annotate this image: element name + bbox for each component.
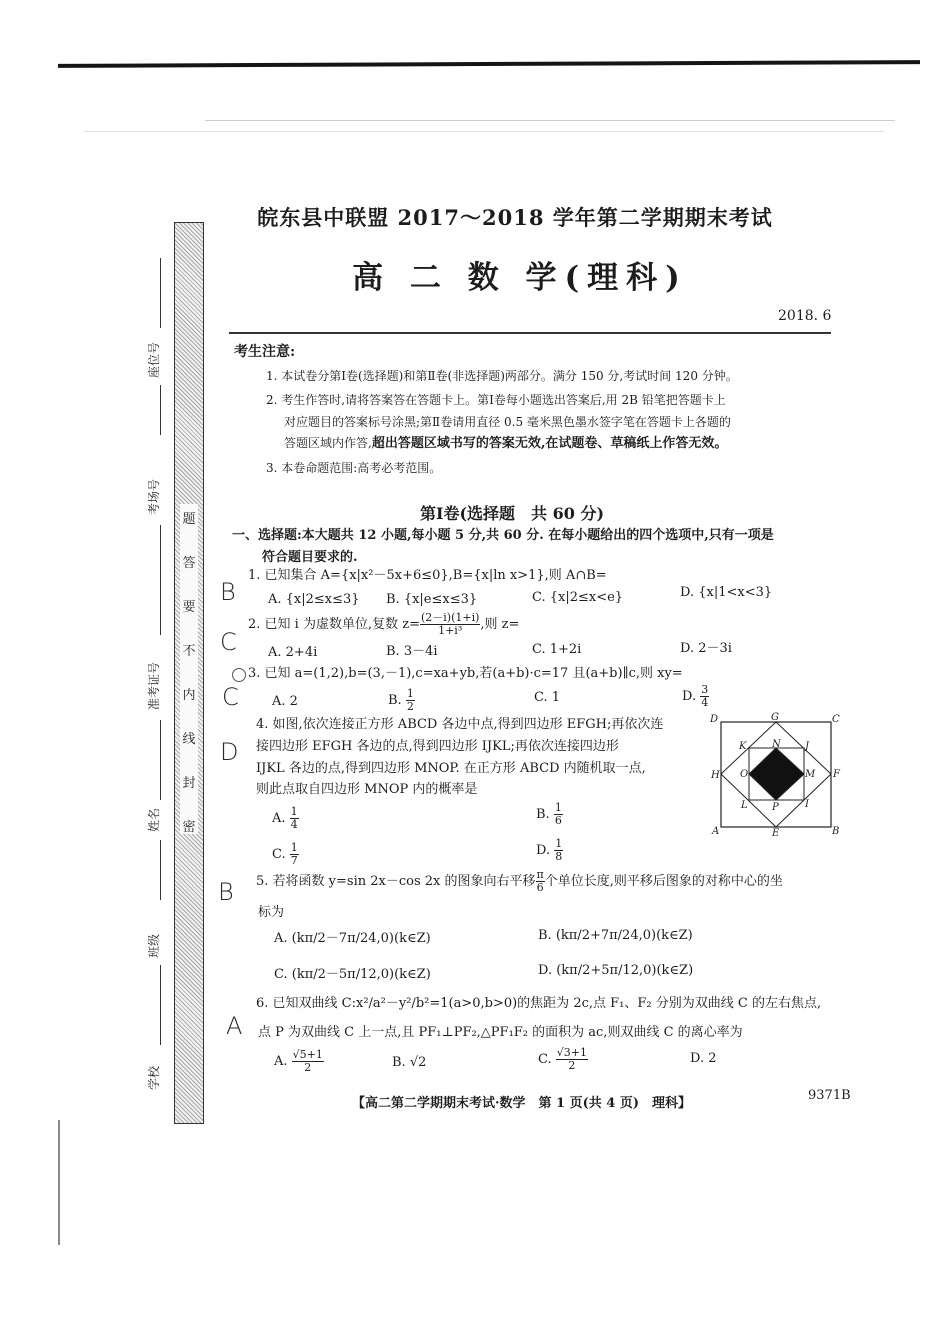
question-1: 1. 已知集合 A={x|x²－5x+6≤0},B={x|ln x>1},则 A∩B= — [248, 568, 607, 583]
paper-code: 9371B — [808, 1088, 851, 1103]
option-c: C. 1+2i — [532, 642, 582, 657]
option-a: A. $\frac{√5+1}{2}$ — [274, 1048, 323, 1074]
handwritten-answer: B — [218, 878, 234, 906]
figure-label: J — [805, 741, 810, 752]
question-4: 4. 如图,依次连接正方形 ABCD 各边中点,得到四边形 EFGH;再依次连 — [256, 717, 664, 732]
option-d: D. $\frac{1}{8}$ — [536, 837, 563, 863]
option-c: C. $\frac{1}{7}$ — [272, 841, 298, 867]
name-label: 姓名 — [147, 807, 161, 832]
handwritten-answer: B — [220, 578, 236, 606]
nested-squares-figure — [706, 710, 846, 840]
option-d: D. 2 — [690, 1051, 717, 1066]
option-d: D. {x|1<x<3} — [680, 585, 773, 600]
figure-label: A — [712, 826, 720, 837]
option-a: A. 2+4i — [268, 645, 318, 660]
figure-label: L — [741, 800, 748, 811]
question-4: IJKL 各边的点,得到四边形 MNOP. 在正方形 ABCD 内随机取一点, — [256, 761, 646, 776]
page-footer: 【高二第二学期期末考试·数学 第 1 页(共 4 页) 理科】 — [352, 1096, 692, 1111]
figure-label: G — [771, 712, 779, 723]
exam-title: 皖东县中联盟 2017～2018 学年第二学期期末考试 — [257, 205, 773, 230]
figure-label: F — [833, 769, 840, 780]
ticket-label: 准考证号 — [147, 661, 161, 710]
seal-char: 线 — [182, 732, 196, 747]
question-3: 3. 已知 a=(1,2),b=(3,－1),c=xa+yb,若(a+b)·c=17 且(a+b)∥c,则 xy= — [248, 666, 683, 681]
notice-heading: 考生注意: — [234, 344, 296, 360]
question-6: 点 P 为双曲线 C 上一点,且 PF₁⊥PF₂,△PF₁F₂ 的面积为 ac,则双曲线 C 的离心率为 — [258, 1025, 743, 1040]
option-d: D. $\frac{3}{4}$ — [682, 683, 709, 709]
option-b: B. √2 — [392, 1055, 427, 1070]
notice-item: 1. 本试卷分第Ⅰ卷(选择题)和第Ⅱ卷(非选择题)两部分。满分 150 分,考试时间 120 分钟。 — [266, 369, 738, 383]
school-label: 学校 — [147, 1065, 161, 1090]
option-b: B. $\frac{1}{2}$ — [388, 687, 414, 713]
option-c: C. (kπ/2－5π/12,0)(k∈Z) — [274, 967, 431, 982]
option-a: A. 2 — [272, 694, 298, 709]
option-d: D. (kπ/2+5π/12,0)(k∈Z) — [538, 963, 694, 978]
option-c: C. $\frac{√3+1}{2}$ — [538, 1046, 587, 1072]
handwritten-answer: C — [220, 628, 237, 656]
question-4: 则此点取自四边形 MNOP 内的概率是 — [256, 782, 478, 797]
figure-label: D — [710, 714, 719, 725]
option-a: A. $\frac{1}{4}$ — [272, 805, 298, 831]
seal-char: 不 — [182, 644, 196, 659]
figure-label: E — [772, 828, 780, 839]
option-b: B. 3－4i — [386, 644, 438, 659]
option-b: B. $\frac{1}{6}$ — [536, 801, 562, 827]
question-2: 2. 已知 i 为虚数单位,复数 z= $\frac{(2-i)(1+i)}{\text{1+i³}}$ ,则 z= — [248, 611, 520, 637]
class-label: 班级 — [147, 933, 161, 958]
room-line — [160, 525, 161, 635]
figure-label: N — [772, 739, 781, 750]
question-5: 标为 — [258, 905, 285, 920]
question-5: 5. 若将函数 y=sin 2x－cos 2x 的图象向右平移 $\frac{\pi}{6}$ 个单位长度,则平移后图象的对称中心的坐 — [256, 868, 783, 894]
figure-label: H — [711, 770, 720, 781]
notice-item: 答题区域内作答,超出答题区域书写的答案无效,在试题卷、草稿纸上作答无效。 — [284, 436, 728, 451]
section-title: 第Ⅰ卷(选择题 共 60 分) — [420, 504, 605, 523]
figure-label: M — [805, 769, 816, 780]
seat-label: 座位号 — [147, 341, 161, 378]
section-intro: 符合题目要求的. — [262, 550, 358, 565]
question-4: 接四边形 EFGH 各边的点,得到四边形 IJKL;再依次连接四边形 — [256, 739, 619, 754]
option-a: A. {x|2≤x≤3} — [268, 592, 360, 607]
figure-label: C — [832, 714, 840, 725]
option-c: C. 1 — [534, 690, 561, 705]
header-rule — [229, 332, 831, 334]
seal-char: 题 — [182, 512, 196, 527]
question-6: 6. 已知双曲线 C:x²/a²－y²/b²=1(a>0,b>0)的焦距为 2c,点 F₁、F₂ 分别为双曲线 C 的左右焦点, — [256, 996, 822, 1011]
seal-char: 答 — [182, 556, 196, 571]
figure-label: K — [739, 741, 747, 752]
section-intro: 一、选择题:本大题共 12 小题,每小题 5 分,共 60 分. 在每小题给出的四个选项中,只有一项是 — [232, 528, 774, 543]
handwritten-answer: D — [220, 738, 239, 766]
notice-item: 2. 考生作答时,请将答案答在答题卡上。第Ⅰ卷每小题选出答案后,用 2B 铅笔把答题卡上 — [266, 393, 726, 407]
room-label: 考场号 — [147, 478, 161, 515]
exam-date: 2018. 6 — [778, 308, 832, 324]
option-c: C. {x|2≤x<e} — [532, 590, 624, 605]
name-line — [160, 840, 161, 900]
notice-item: 对应题目的答案标号涂黑;第Ⅱ卷请用直径 0.5 毫米黑色墨水签字笔在答题卡上各题的 — [284, 415, 731, 429]
option-b: B. {x|e≤x≤3} — [386, 592, 478, 607]
option-a: A. (kπ/2－7π/24,0)(k∈Z) — [274, 931, 431, 946]
option-b: B. (kπ/2+7π/24,0)(k∈Z) — [538, 928, 693, 943]
figure-label: O — [740, 769, 749, 780]
figure-label: B — [832, 826, 840, 837]
seal-char: 内 — [182, 688, 196, 703]
option-d: D. 2－3i — [680, 641, 732, 656]
subject-title: 高 二 数 学(理科) — [352, 260, 688, 296]
seal-char: 封 — [182, 776, 196, 791]
scan-line — [205, 120, 895, 121]
class-line — [160, 965, 161, 1045]
figure-label: P — [772, 802, 779, 813]
ticket-line — [160, 720, 161, 800]
handwritten-answer: C — [222, 683, 239, 711]
handwritten-answer: A — [226, 1012, 243, 1040]
top-border — [58, 60, 920, 68]
seal-char: 要 — [182, 600, 196, 615]
scan-edge — [58, 1120, 60, 1245]
square-mnop — [749, 748, 804, 800]
seat-line — [160, 385, 161, 435]
notice-item: 3. 本卷命题范围:高考必考范围。 — [266, 461, 442, 475]
handwritten-circle — [232, 668, 246, 682]
seal-char: 密 — [182, 820, 196, 835]
figure-label: I — [805, 799, 809, 810]
scan-line — [84, 131, 884, 132]
